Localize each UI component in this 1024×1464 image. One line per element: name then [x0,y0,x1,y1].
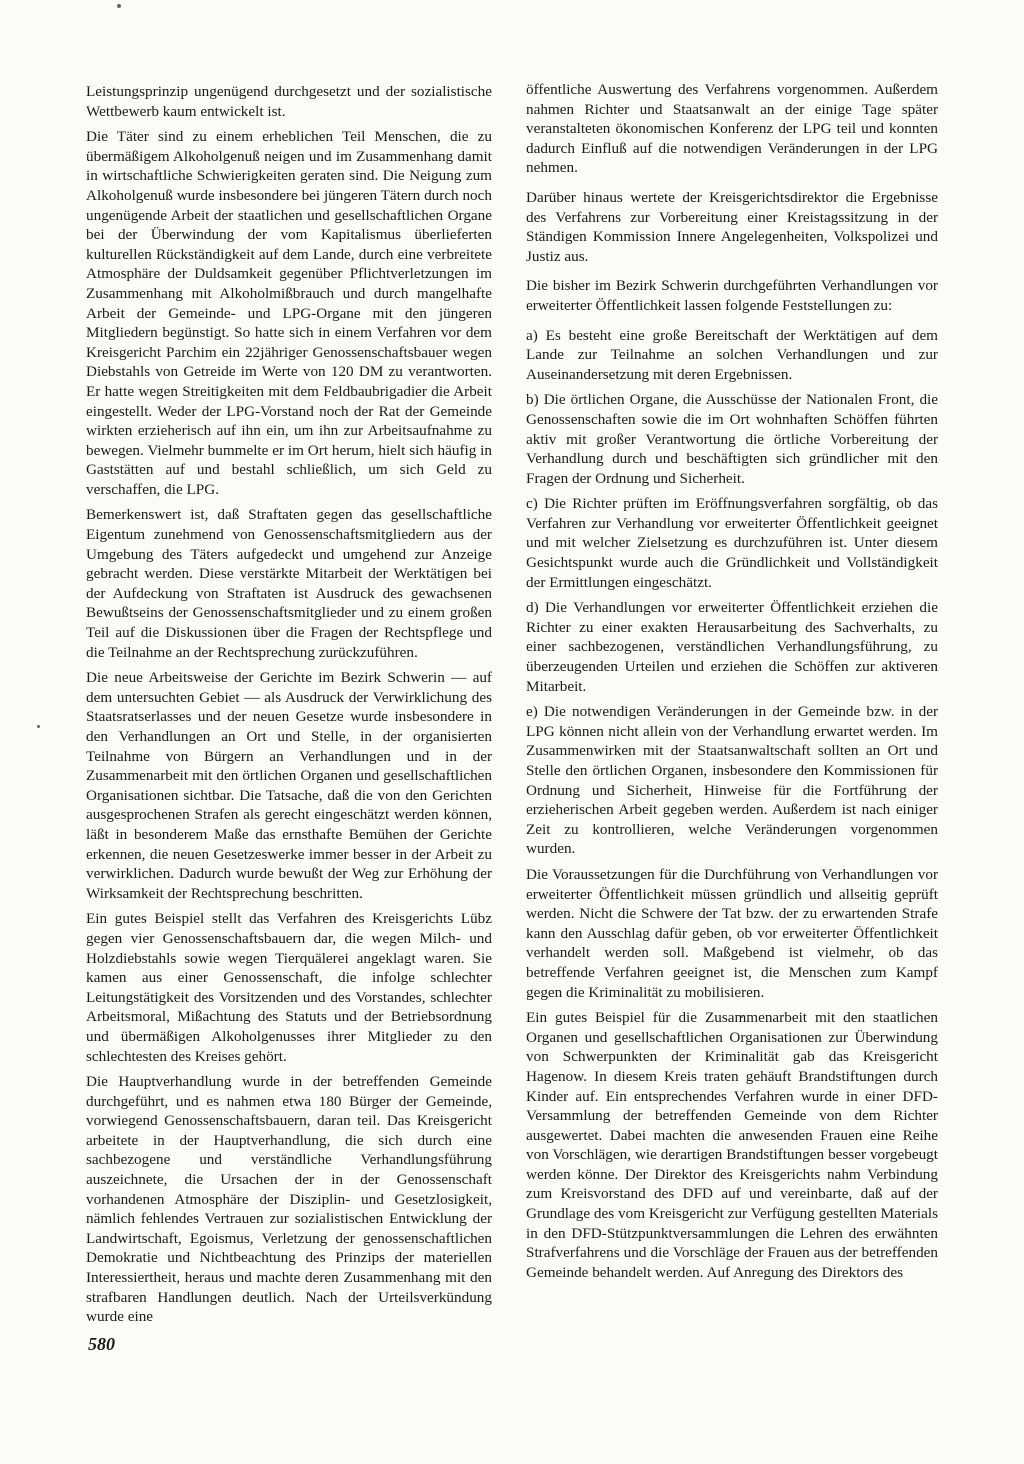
page-number: 580 [88,1334,115,1354]
paragraph: Die bisher im Bezirk Schwerin durchgeführten Verhandlungen vor erweiterter Öffentlichkeit lassen folgende Feststellungen zu: [526,277,938,314]
list-item-b: b) Die örtlichen Organe, die Ausschüsse der Nationalen Front, die Genossenschaften sowie die im Ort wohnhaften Schöffen führten aktiv mit großer Verantwortung die örtliche Vorbereitung der Verhandlung durch und beschäftigten sich gründlicher mit den Fragen der Ordnung und Sicherheit. [526,391,938,487]
right-text-column [526,80,938,1288]
list-item-d: d) Die Verhandlungen vor erweiterter Öffentlichkeit erziehen die Richter zu einer exakten Herausarbeitung des Sachverhalts, zu einer sachbezogenen, verständlichen Verhandlungsführung, zu überzeugenden Urteilen und erziehen die Schöffen zur aktiveren Mitarbeit. [526,599,938,695]
scan-speck [37,725,40,728]
paragraph: Die Hauptverhandlung wurde in der betreffenden Gemeinde durchgeführt, und es nahmen etwa 180 Bürger der Gemeinde, vorwiegend Genossenschaftsbauern, daran teil. Das Kreisgericht arbeitete in der Hauptverhandlung, die sich durch eine sachbezogene und verständliche Verhandlungsführung auszeichnete, die Ursachen der in der Genossenschaft vorhandenen Atmosphäre der Disziplin- und Gesetzlosigkeit, nämlich fehlendes Vertrauen zur sozialistischen Entwicklung der Landwirtschaft, Egoismus, Verletzung der genossenschaftlichen Demokratie und Nichtbeachtung des Prinzips der materiellen Interessiertheit, heraus und machte deren Zusammenhang mit den strafbaren Handlungen deutlich. Nach der Urteilsverkündung wurde eine [86,1073,492,1326]
paragraph: Die Voraussetzungen für die Durchführung von Verhandlungen vor erweiterter Öffentlichkeit müssen gründlich und allseitig geprüft werden. Nicht die Schwere der Tat bzw. der zu erwartenden Strafe kann den Ausschlag dafür geben, ob vor erweiterter Öffentlichkeit verhandelt werden soll. Maßgebend ist vielmehr, ob das betreffende Verfahren geeignet ist, die Menschen zum Kampf gegen die Kriminalität zu mobilisieren. [526,865,938,1001]
list-item-c: c) Die Richter prüften im Eröffnungsverfahren sorgfältig, ob das Verfahren zur Verhandlung vor erweiterter Öffentlichkeit geeignet und mit welcher Zielsetzung es durchzuführen ist. Unter diesem Gesichtspunkt wurde auch die Gründlichkeit und Vollständigkeit der Ermittlungen eingeschätzt. [526,495,938,591]
scan-speck [117,4,121,8]
paragraph: Ein gutes Beispiel stellt das Verfahren des Kreisgerichts Lübz gegen vier Genossenschaftsbauern dar, die wegen Milch- und Holzdiebstahls sowie wegen Tierquälerei angeklagt waren. Sie kamen aus einer Genossenschaft, die infolge schlechter Leitungstätigkeit des Vorsitzenden und des Vorstandes, schlechter Arbeitsmoral, Mißachtung des Statuts und der Betriebsordnung und übermäßigen Alkoholgenusses ihrer Mitglieder zu den schlechtesten des Kreises gehört. [86,910,492,1065]
paragraph: Die Täter sind zu einem erheblichen Teil Menschen, die zu übermäßigem Alkoholgenuß neigen und im Zusammenhang damit in wirtschaftliche Schwierigkeiten geraten sind. Die Neigung zum Alkoholgenuß wurde insbesondere bei jüngeren Tätern durch noch ungenügende Arbeit der staatlichen und gesellschaftlichen Organe bei der Überwindung der vom Kapitalismus überlieferten kulturellen Rückständigkeit auf dem Lande, durch eine verbreitete Atmosphäre der Duldsamkeit gegenüber Pflichtverletzungen im Zusammenhang mit Alkoholmißbrauch und durch mangelhafte Arbeit der Gemeinde- und LPG-Organe mit den jüngeren Mitgliedern begünstigt. So hatte sich in einem Verfahren vor dem Kreisgericht Parchim ein 22jähriger Genossenschaftsbauer wegen Diebstahls von Getreide im Werte von 120 DM zu verantworten. Er hatte wegen Streitigkeiten mit dem Feldbaubrigadier die Arbeit eingestellt. Weder der LPG-Vorstand noch der Rat der Gemeinde wirkten erzieherisch auf ihn ein, um ihn zur Arbeitsaufnahme zu bewegen. Vielmehr bummelte er im Ort herum, hielt sich häufig in Gaststätten auf und bestahl schließlich, um sich Geld zu verschaffen, die LPG. [86,128,492,498]
paragraph: öffentliche Auswertung des Verfahrens vorgenommen. Außerdem nahmen Richter und Staatsanwalt an der einige Tage später veranstalteten ökonomischen Konferenz der LPG teil und konnten dadurch Einfluß auf die notwendigen Veränderungen in der LPG nehmen. [526,81,938,177]
paragraph: Die neue Arbeitsweise der Gerichte im Bezirk Schwerin — auf dem untersuchten Gebiet — als Ausdruck der Verwirklichung des Staatsratserlasses und der neuen Gesetze wurde insbesondere in den Verhandlungen an Ort und Stelle, in der organisierten Teilnahme von Bürgern an Verhandlungen und in der Zusammenarbeit mit den örtlichen Organen und gesellschaftlichen Organisationen sichtbar. Die Tatsache, daß die von den Gerichten ausgesprochenen Strafen als gerecht eingeschätzt werden können, läßt in besonderem Maße das ernsthafte Bemühen der Gerichte erkennen, die neuen Gesetzeswerke immer besser in der Arbeit zu verwirklichen. Dadurch wurde bewußt der Weg zur Erhöhung der Wirksamkeit der Rechtsprechung beschritten. [86,669,492,902]
list-item-e: e) Die notwendigen Veränderungen in der Gemeinde bzw. in der LPG können nicht allein von der Verhandlung erwartet werden. Im Zusammenwirken mit der Staatsanwaltschaft sollten an Ort und Stelle den örtlichen Organen, insbesondere den Kommissionen für Ordnung und Sicherheit, Hinweise für die Fortführung der erzieherischen Arbeit gegeben werden. Außerdem ist nach einiger Zeit zu kontrollieren, welche Veränderungen vorgenommen wurden. [526,703,938,858]
paragraph: Bemerkenswert ist, daß Straftaten gegen das gesellschaftliche Eigentum zunehmend von Genossenschaftsmitgliedern aus der Umgebung des Täters aufgedeckt und umgehend zur Anzeige gebracht werden. Diese verstärkte Mitarbeit der Werktätigen bei der Aufdeckung von Straftaten ist Ausdruck des gewachsenen Bewußtseins der Genossenschaftsmitglieder und zu einem großen Teil auf die Diskussionen über die Fragen der Rechtspflege und die Teilnahme an der Rechtsprechung zurückzuführen. [86,506,492,661]
paragraph: Leistungsprinzip ungenügend durchgesetzt und der sozialistische Wettbewerb kaum entwickelt ist. [86,83,492,120]
paragraph: Ein gutes Beispiel für die Zusammenarbeit mit den staatlichen Organen und gesellschaftlichen Organisationen zur Überwindung von Schwerpunkten der Kriminalität gab das Kreisgericht Hagenow. In diesem Kreis traten gehäuft Brandstiftungen durch Kinder auf. Ein entsprechendes Verfahren wurde in einer DFD-Versammlung der betreffenden Gemeinde von dem Richter ausgewertet. Dabei machten die anwesenden Frauen eine Reihe von Vorschlägen, wie derartigen Brandstiftungen besser vorgebeugt werden könne. Der Direktor des Kreisgerichts nahm Verbindung zum Kreisvorstand des DFD auf und vereinbarte, daß auf der Grundlage des vom Kreisgericht zur Verfügung gestellten Materials in den DFD-Stützpunktversammlungen die Lehren des erwähnten Strafverfahrens und die Vorschläge der Frauen aus der betreffenden Gemeinde behandelt werden. Auf Anregung des Direktors des [526,1009,938,1281]
paragraph: Darüber hinaus wertete der Kreisgerichtsdirektor die Ergebnisse des Verfahrens zur Vorbereitung einer Kreistagssitzung in der Ständigen Kommission Innere Angelegenheiten, Volkspolizei und Justiz aus. [526,188,938,265]
list-item-a: a) Es besteht eine große Bereitschaft der Werktätigen auf dem Lande zur Teilnahme an solchen Verhandlungen und zur Auseinandersetzung mit deren Ergebnissen. [526,326,938,383]
left-text-column [86,82,492,1333]
